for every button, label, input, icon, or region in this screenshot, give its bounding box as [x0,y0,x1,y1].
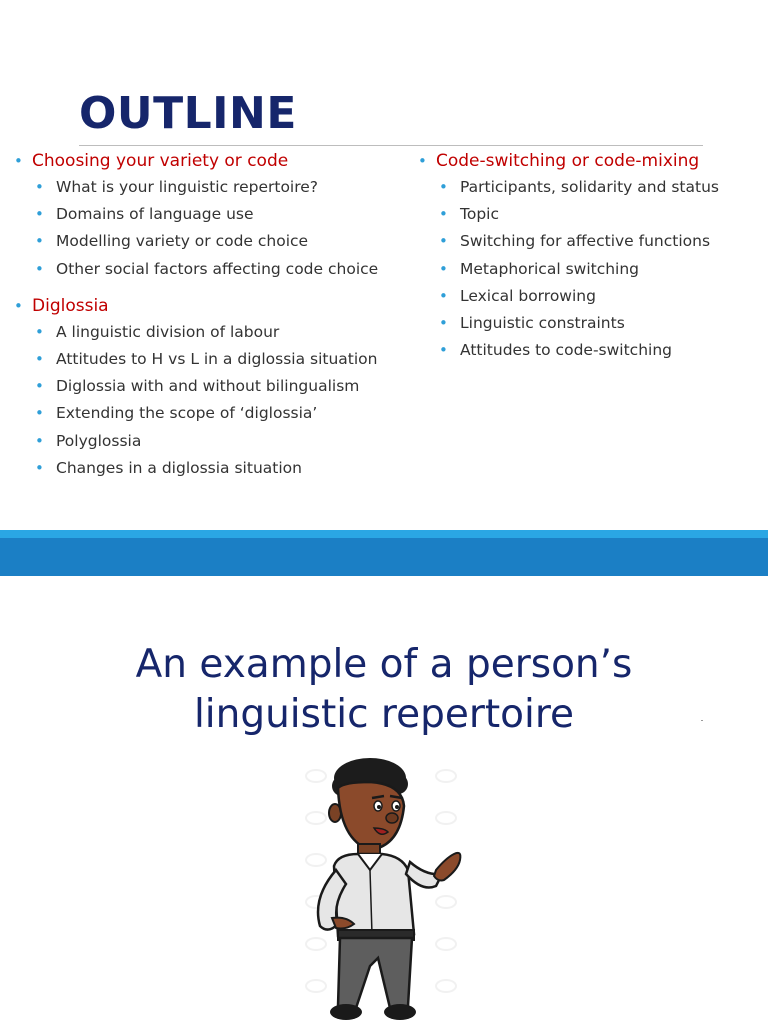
list-item: • What is your linguistic repertoire? [10,174,378,201]
bullet-icon: • [439,178,448,196]
bullet-icon: • [439,205,448,224]
list-item: • Polyglossia [10,428,378,455]
title-divider [79,145,703,146]
bullet-icon: • [35,377,44,396]
list-item: • Other social factors affecting code choice [10,256,378,283]
outline-section [414,148,719,364]
bullet-icon: • [14,296,23,315]
right-column [414,148,719,374]
list-item: • Changes in a diglossia situation [10,455,378,482]
bullet-icon: • [14,152,23,170]
list-item: • Diglossia with and without bilingualism [10,373,378,400]
cartoon-man-illustration [298,758,468,1024]
bullet-icon: • [439,232,448,251]
title-line: An example of a person’s [135,642,633,687]
slide-separator-light [0,530,768,538]
bullet-icon: • [439,341,448,360]
list-item: • Participants, solidarity and status [414,174,719,201]
list-item: • Switching for affective functions [414,228,719,255]
list-item: • Domains of language use [10,201,378,228]
bullet-icon: • [35,178,44,196]
slide-title [0,640,768,740]
outline-section [10,293,378,482]
bullet-icon: • [35,259,44,278]
list-item: • Topic [414,201,719,228]
list-item: • Attitudes to code-switching [414,337,719,364]
bullet-icon: • [418,152,427,170]
bullet-icon: • [439,259,448,278]
bullet-icon: • [439,286,448,305]
list-item: • A linguistic division of labour [10,319,378,346]
outline-section [10,148,378,283]
bullet-icon: • [35,232,44,251]
bullet-icon: • [35,404,44,423]
list-item: • Lexical borrowing [414,283,719,310]
bullet-icon: • [35,431,44,450]
list-item: • Metaphorical switching [414,256,719,283]
slide-separator-dark [0,538,768,576]
head [329,782,404,850]
right-arm [406,853,460,888]
shoes [330,1004,416,1020]
bullet-icon: • [35,205,44,224]
left-column [10,148,378,492]
section-heading: • Diglossia [10,293,378,319]
title-line: linguistic repertoire [193,692,575,737]
list-item: • Attitudes to H vs L in a diglossia situation [10,346,378,373]
list-item: • Linguistic constraints [414,310,719,337]
slide-title: OUTLINE [79,88,297,139]
bullet-icon: • [439,313,448,332]
section-heading: • Code-switching or code-mixing [414,148,719,174]
repertoire-slide [0,576,768,1024]
list-item: • Modelling variety or code choice [10,228,378,255]
stray-mark [701,720,703,721]
section-heading: • Choosing your variety or code [10,148,378,174]
list-item: • Extending the scope of ‘diglossia’ [10,400,378,427]
bullet-icon: • [35,322,44,341]
bullet-icon: • [35,458,44,477]
trousers [338,938,412,1008]
bullet-icon: • [35,349,44,368]
